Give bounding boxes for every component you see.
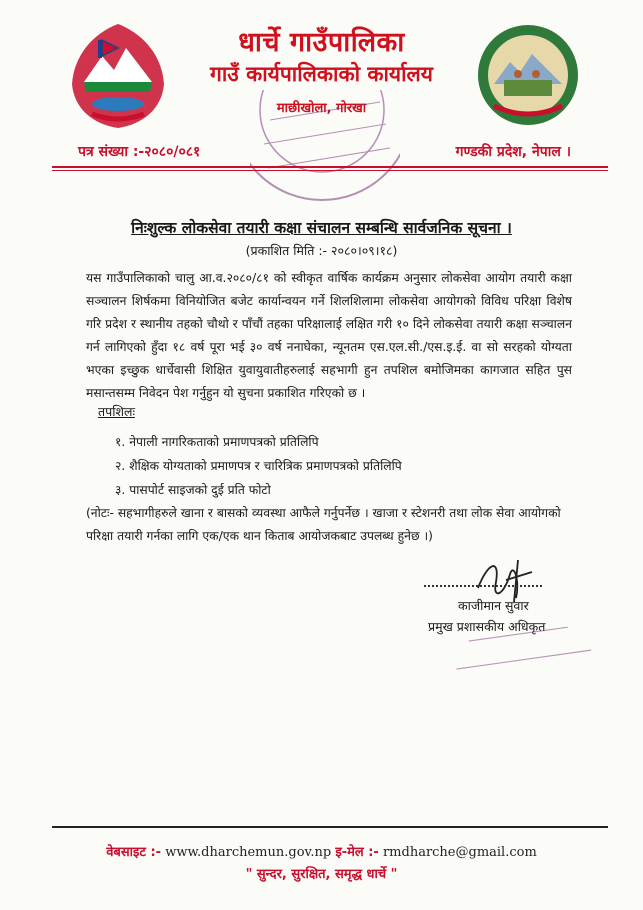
office-address: माछीखोला, गोरखा bbox=[276, 101, 367, 116]
published-date: (प्रकाशित मिति :- २०८०।०९।१८) bbox=[245, 243, 398, 258]
notice-note: (नोटः- सहभागीहरुले खाना र बासको व्यवस्था आफैले गर्नुपर्नेछ । खाजा र स्टेशनरी तथा लोक सेवा आयोगको परिक्षा तयारी गर्नका लागि एक/एक थान किताब आयोजकबाट उपलब्ध हुनेछ ।) bbox=[86, 506, 561, 543]
list-item: २. शैक्षिक योग्यताको प्रमाणपत्र र चारित्रिक प्रमाणपत्रको प्रतिलिपि bbox=[115, 459, 402, 473]
signature-line bbox=[424, 585, 542, 587]
footer-slogan: " सुन्दर, सुरक्षित, समृद्ध धार्चे " bbox=[245, 867, 398, 882]
header-divider-thin bbox=[52, 170, 608, 171]
email-label: इ-मेल :- bbox=[335, 845, 379, 860]
reference-number: पत्र संख्या :-२०८०/०८१ bbox=[78, 144, 201, 160]
municipality-title: धार्चे गाउँपालिका bbox=[238, 27, 405, 58]
details-label: तपशिलः bbox=[98, 404, 135, 419]
website-label: वेबसाइट :- bbox=[106, 845, 162, 860]
footer-contact bbox=[0, 842, 643, 860]
signatory-stamp bbox=[440, 612, 600, 682]
details-list bbox=[115, 430, 555, 502]
list-item: ३. पासपोर्ट साइजको दुई प्रति फोटो bbox=[115, 483, 271, 497]
list-item: १. नेपाली नागरिकताको प्रमाणपत्रको प्रतिलिपि bbox=[115, 435, 319, 449]
province-label: गण्डकी प्रदेश, नेपाल । bbox=[455, 144, 571, 160]
footer-divider bbox=[52, 826, 608, 828]
website-link[interactable]: www.dharchemun.gov.np bbox=[165, 845, 332, 860]
signatory-name: काजीमान सुवार bbox=[458, 598, 529, 613]
email-link[interactable]: rmdharche@gmail.com bbox=[382, 845, 537, 860]
office-seal-stamp bbox=[250, 90, 400, 202]
notice-body: यस गाउँपालिकाको चालु आ.व.२०८०/८१ को स्वीकृत वार्षिक कार्यक्रम अनुसार लोकसेवा आयोग तयारी कक्षा सञ्चालन शिर्षकमा विनियोजित बजेट कार्यान्वयन गर्ने शिलशिलामा लोकसेवा आयोगको विविध परिक्षा विशेष गरि प्रदेश र स्थानीय तहको चौथो र पाँचौं तहका परिक्षालाई लक्षित गरी १० दिने लोकसेवा तयारी कक्षा सञ्चालन गर्न लागिएको हुँदा १८ वर्ष पूरा भई ३० वर्ष ननाघेका, न्यूनतम एस.एल.सी./एस.इ.ई. वा सो सरहको योग्यता भएका इच्छुक धार्चेवासी शिक्षित युवायुवातीहरुलाई सहभागी हुन तपशिल बमोजिमका कागजात सहित पुस मसान्तसम्म निवेदन पेश गर्नुहुन यो सुचना प्रकाशित गरिएको छ । bbox=[86, 271, 572, 400]
header-divider bbox=[52, 166, 608, 168]
notice-title: निःशुल्क लोकसेवा तयारी कक्षा संचालन सम्बन्धि सार्वजनिक सूचना । bbox=[131, 219, 512, 237]
office-name: गाउँ कार्यपालिकाको कार्यालय bbox=[210, 62, 433, 86]
signatory-post: प्रमुख प्रशासकीय अधिकृत bbox=[428, 619, 546, 634]
